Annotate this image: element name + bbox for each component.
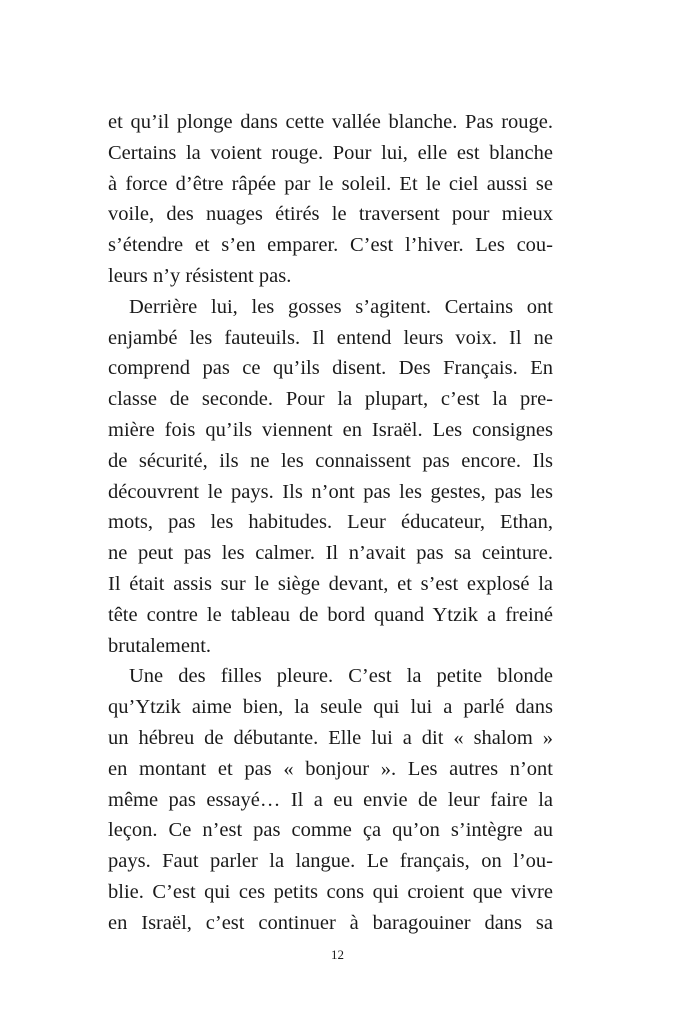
text-line: pays. Faut parler la langue. Le français, on l’ou- (108, 850, 553, 873)
body-text (108, 107, 553, 939)
text-line: Derrière lui, les gosses s’agitent. Certains ont (129, 295, 553, 318)
text-line: mière fois qu’ils viennent en Israël. Les consignes (108, 418, 553, 441)
text-line: à force d’être râpée par le soleil. Et le ciel aussi se (108, 172, 553, 195)
text-line: tête contre le tableau de bord quand Ytzik a freiné (108, 603, 553, 626)
text-line: voile, des nuages étirés le traversent pour mieux (108, 203, 553, 226)
text-line: classe de seconde. Pour la plupart, c’est la pre- (108, 388, 553, 411)
text-line: leçon. Ce n’est pas comme ça qu’on s’intègre au (108, 819, 553, 842)
text-line: en montant et pas « bonjour ». Les autres n’ont (108, 757, 553, 780)
text-line: mots, pas les habitudes. Leur éducateur, Ethan, (108, 511, 553, 534)
text-line: Certains la voient rouge. Pour lui, elle est blanche (108, 141, 553, 164)
text-line: blie. C’est qui ces petits cons qui croient que vivre (108, 880, 553, 903)
text-line: découvrent le pays. Ils n’ont pas les gestes, pas les (108, 480, 553, 503)
page-number: 12 (331, 947, 344, 962)
text-line: en Israël, c’est continuer à baragouiner dans sa (108, 911, 553, 934)
text-line: un hébreu de débutante. Elle lui a dit « shalom » (108, 726, 553, 749)
text-line: ne peut pas les calmer. Il n’avait pas sa ceinture. (108, 542, 553, 565)
text-line: enjambé les fauteuils. Il entend leurs voix. Il ne (108, 326, 553, 349)
text-line: même pas essayé… Il a eu envie de leur faire la (108, 788, 553, 811)
text-line: et qu’il plonge dans cette vallée blanche. Pas rouge. (108, 111, 553, 133)
text-line: brutalement. (108, 634, 212, 657)
text-line: comprend pas ce qu’ils disent. Des Français. En (108, 357, 553, 380)
text-line: de sécurité, ils ne les connaissent pas encore. Ils (108, 449, 553, 472)
text-line: s’étendre et s’en emparer. C’est l’hiver. Les cou- (108, 234, 553, 257)
text-line: Une des filles pleure. C’est la petite blonde (129, 665, 553, 688)
text-line: qu’Ytzik aime bien, la seule qui lui a parlé dans (108, 696, 553, 719)
text-line: leurs n’y résistent pas. (108, 264, 292, 287)
text-line: Il était assis sur le siège devant, et s’est explosé la (108, 572, 553, 595)
